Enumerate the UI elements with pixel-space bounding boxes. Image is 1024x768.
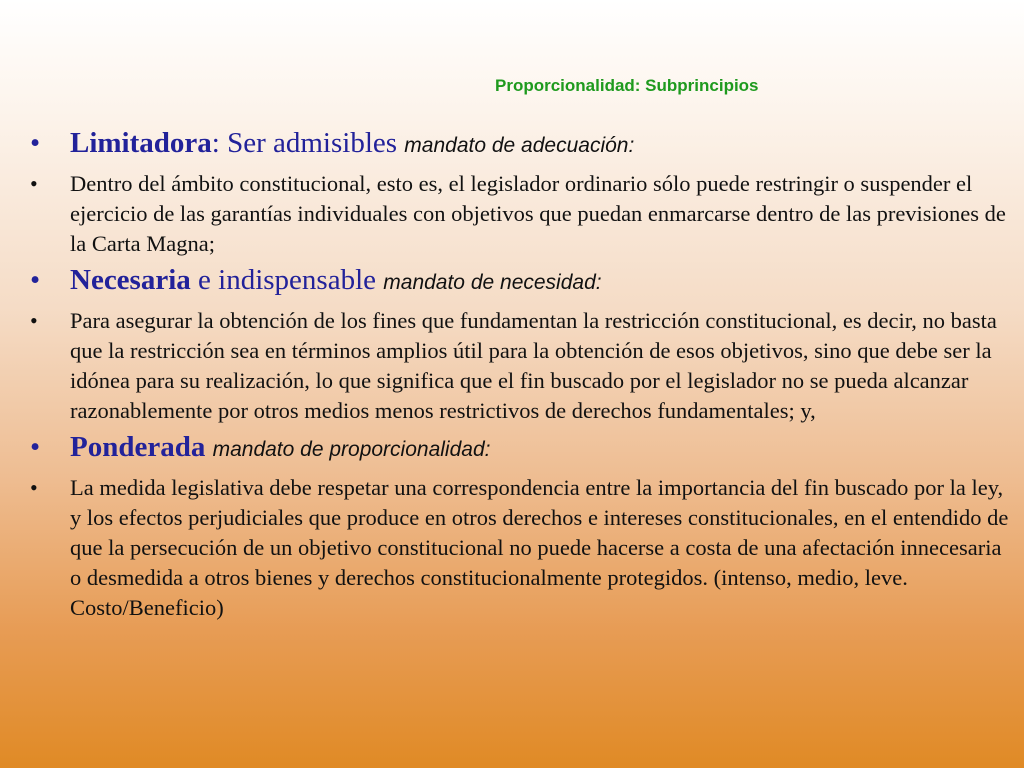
- bullet-heading-limitadora: [30, 126, 1010, 163]
- bullet-body-ponderada: [30, 473, 1010, 623]
- body-text: Dentro del ámbito constitucional, esto es, el legislador ordinario sólo puede restringir o suspender el ejercicio de las garantías individuales con objetivos que puedan enmarcarse dentro de las previsiones de la Carta Magna;: [70, 171, 1006, 256]
- heading-keyword: Ponderada: [70, 431, 206, 463]
- bullet-icon: •: [30, 475, 38, 500]
- heading-text: [205, 431, 212, 463]
- bullet-icon: •: [30, 431, 41, 463]
- body-text: La medida legislativa debe respetar una correspondencia entre la importancia del fin buscado por la ley, y los efectos perjudiciales que produce en otros derechos e intereses constitucionales, en el entendido de que la persecución de un objetivo constitucional no puede hacerse a costa de una afectación innecesaria o desmedida a otros bienes y derechos constitucionalmente protegidos. (intenso, medio, leve. Costo/Beneficio): [70, 475, 1009, 620]
- heading-mandate: mandato de adecuación:: [404, 134, 635, 157]
- heading-text: e indispensable: [190, 264, 384, 296]
- body-text: Para asegurar la obtención de los fines que fundamentan la restricción constitucional, es decir, no basta que la restricción sea en términos amplios útil para la obtención de esos objetivos, sino que debe ser la idónea para su realización, lo que significa que el fin buscado por el legislador no se pueda alcanzar razonablemente por otros medios menos restrictivos de derechos fundamentales; y,: [70, 308, 997, 423]
- bullet-heading-ponderada: [30, 430, 1010, 467]
- bullet-icon: •: [30, 264, 41, 296]
- heading-mandate: mandato de proporcionalidad:: [212, 438, 491, 461]
- bullet-icon: •: [30, 171, 38, 196]
- bullet-body-necesaria: [30, 306, 1010, 426]
- slide-title: Proporcionalidad: Subprincipios: [495, 76, 759, 95]
- heading-keyword: Necesaria: [70, 264, 191, 296]
- heading-mandate: mandato de necesidad:: [383, 271, 602, 294]
- heading-text: : Ser admisibles: [211, 127, 405, 159]
- heading-keyword: Limitadora: [70, 127, 212, 159]
- bullet-body-limitadora: [30, 169, 1010, 259]
- bullet-icon: •: [30, 127, 41, 159]
- bullet-heading-necesaria: [30, 263, 1010, 300]
- slide-content: [30, 126, 1010, 627]
- bullet-icon: •: [30, 308, 38, 333]
